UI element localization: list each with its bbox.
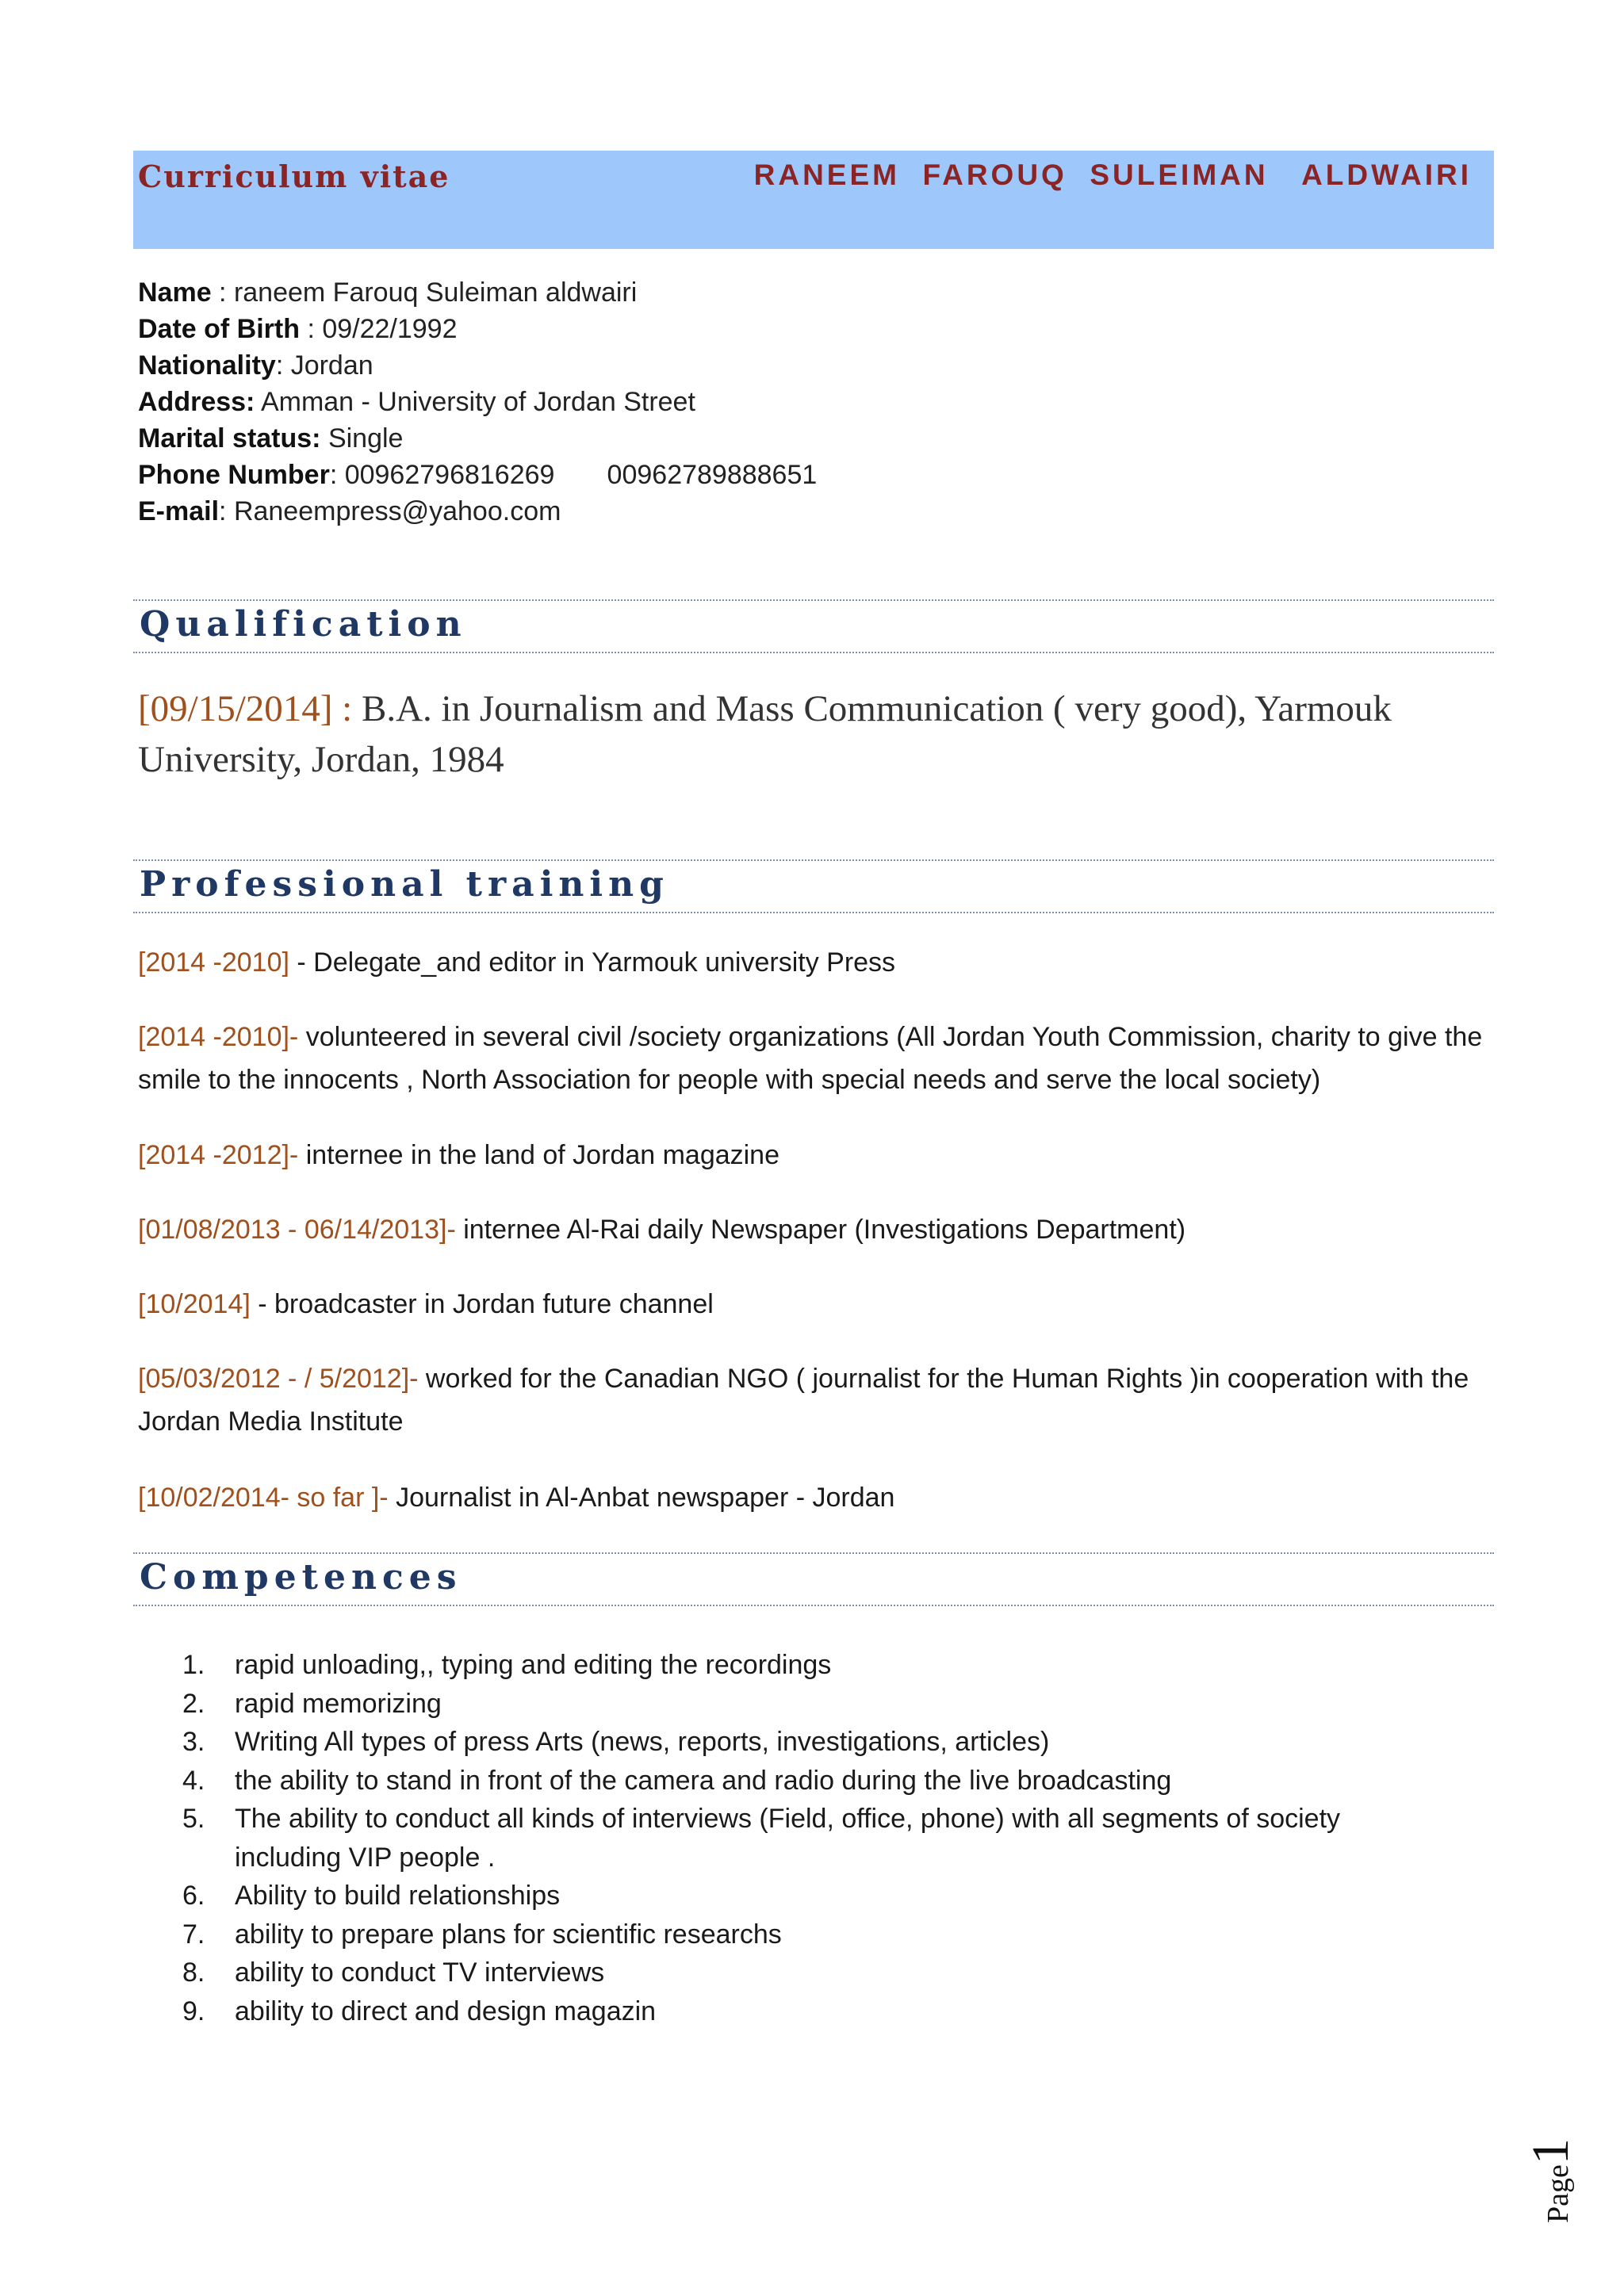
list-text: ability to direct and design magazin (235, 1996, 657, 2026)
training-entry (138, 1476, 1494, 1519)
info-label: Nationality (138, 350, 276, 381)
qualification-text: B.A. in Journalism and Mass Communication ( very good), Yarmouk University, Jordan, 1984 (138, 688, 1392, 780)
list-number: 6. (182, 1881, 205, 1911)
info-value: : Jordan (275, 350, 373, 381)
list-item (182, 1992, 1451, 2031)
info-row-email (138, 493, 1486, 530)
list-item (182, 1723, 1451, 1762)
list-number: 5. (182, 1804, 205, 1834)
info-label: Name (138, 277, 212, 308)
list-text: ability to prepare plans for scientific researchs (235, 1919, 782, 1950)
header-bar (133, 151, 1494, 249)
training-date: [10/02/2014- so far ]- (138, 1483, 389, 1513)
list-number: 2. (182, 1688, 205, 1719)
training-date: [2014 -2010] (138, 947, 289, 978)
page-digit: 1 (1522, 2138, 1580, 2165)
training-date: [10/2014] (138, 1289, 251, 1319)
info-row-name (138, 274, 1486, 311)
info-value: : 09/22/1992 (300, 314, 458, 344)
list-item (182, 1685, 1451, 1724)
info-row-marital-status (138, 420, 1486, 457)
list-text: The ability to conduct all kinds of interviews (Field, office, phone) with all segments of society including VIP people . (235, 1804, 1341, 1873)
training-entry (138, 1134, 1494, 1177)
info-value: : raneem Farouq Suleiman aldwairi (211, 277, 638, 308)
training-entry (138, 1283, 1494, 1326)
cv-title: Curriculum vitae (138, 159, 450, 194)
info-row-phone (138, 457, 1486, 493)
training-date: [05/03/2012 - / 5/2012]- (138, 1364, 419, 1394)
training-date: [01/08/2013 - 06/14/2013]- (138, 1215, 456, 1245)
candidate-name: RANEEM FAROUQ SULEIMAN ALDWAIRI (753, 159, 1472, 191)
info-label: Address: (138, 387, 255, 417)
page-word: Page (1542, 2164, 1575, 2223)
info-value: : 00962796816269 00962789888651 (329, 460, 818, 490)
list-text: ability to conduct TV interviews (235, 1957, 605, 1988)
section-title: Competences (140, 1557, 462, 1598)
info-value: Single (320, 423, 404, 453)
list-item (182, 1800, 1451, 1877)
list-number: 4. (182, 1765, 205, 1796)
list-text: Writing All types of press Arts (news, reports, investigations, articles) (235, 1727, 1050, 1757)
list-item (182, 1915, 1451, 1954)
training-text: worked for the Canadian NGO ( journalist for the Human Rights )in cooperation with the Jordan Media Institute (138, 1364, 1469, 1437)
list-text: Ability to build relationships (235, 1881, 561, 1911)
list-number: 9. (182, 1996, 205, 2026)
list-item (182, 1646, 1451, 1685)
section-title: Qualification (140, 604, 467, 645)
training-text: - Delegate_and editor in Yarmouk university Press (289, 947, 896, 978)
info-label: Marital status: (138, 423, 321, 453)
info-label: E-mail (138, 496, 220, 526)
training-entry (138, 941, 1494, 984)
training-date: [2014 -2010]- (138, 1022, 299, 1052)
training-entry (138, 1208, 1494, 1251)
training-text: Journalist in Al-Anbat newspaper - Jordan (388, 1483, 895, 1513)
info-row-nationality (138, 347, 1486, 384)
list-item (182, 1877, 1451, 1915)
competences-list (182, 1646, 1451, 2030)
training-text: - broadcaster in Jordan future channel (250, 1289, 714, 1319)
page-number-text (1521, 2138, 1581, 2223)
list-number: 8. (182, 1957, 205, 1988)
training-text: internee in the land of Jordan magazine (298, 1140, 780, 1170)
list-text: the ability to stand in front of the camera and radio during the live broadcasting (235, 1765, 1172, 1796)
qualification-date: [09/15/2014] : (138, 688, 353, 729)
info-row-dob (138, 311, 1486, 347)
list-number: 3. (182, 1727, 205, 1757)
info-value[interactable]: : Raneempress@yahoo.com (219, 496, 561, 526)
info-value: Amman - University of Jordan Street (255, 387, 695, 417)
info-label: Date of Birth (138, 314, 300, 344)
training-entry (138, 1357, 1494, 1443)
info-row-address (138, 384, 1486, 420)
section-competences (133, 1552, 1494, 1606)
list-text: rapid memorizing (235, 1688, 442, 1719)
list-item (182, 1762, 1451, 1800)
training-entry (138, 1016, 1494, 1101)
training-text: volunteered in several civil /society organizations (All Jordan Youth Commission, charity to give the smile to the innocents , North Association for people with special needs and serve the local society) (138, 1022, 1483, 1095)
page-number (1521, 2112, 1580, 2223)
list-item (182, 1954, 1451, 1992)
training-text: internee Al-Rai daily Newspaper (Investigations Department) (455, 1215, 1186, 1245)
section-title: Professional training (140, 864, 669, 905)
list-number: 1. (182, 1650, 205, 1680)
info-label: Phone Number (138, 460, 330, 490)
list-number: 7. (182, 1919, 205, 1950)
qualification-entry (138, 683, 1486, 785)
section-training (133, 859, 1494, 913)
list-text: rapid unloading,, typing and editing the recordings (235, 1650, 832, 1680)
training-date: [2014 -2012]- (138, 1140, 299, 1170)
section-qualification (133, 599, 1494, 653)
personal-info (138, 274, 1486, 530)
